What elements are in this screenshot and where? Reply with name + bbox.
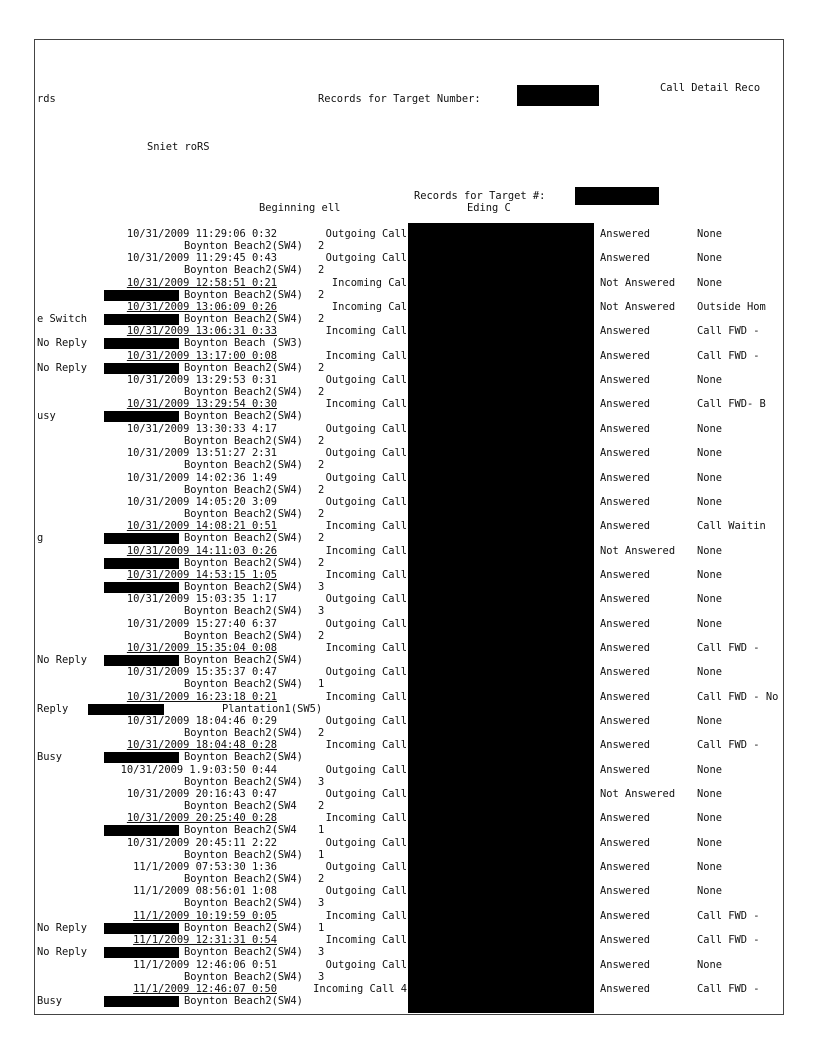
call-direction: Incoming Call bbox=[325, 520, 407, 532]
call-direction: Incoming Call bbox=[325, 569, 407, 581]
call-feature: Call FWD - bbox=[697, 350, 760, 362]
cell-number: 1 bbox=[318, 922, 325, 934]
cell-number: 2 bbox=[318, 484, 325, 496]
cell-site: Boynton Beach2(SW4) bbox=[184, 435, 303, 447]
call-feature: None bbox=[697, 447, 723, 459]
cell-number: 1 bbox=[318, 678, 325, 690]
cell-site: Boynton Beach2(SW4) bbox=[184, 313, 303, 325]
header-title-wrap: rds bbox=[37, 93, 56, 105]
call-status: Answered bbox=[600, 934, 651, 946]
call-feature-wrap: No Reply bbox=[37, 922, 88, 934]
cell-site: Boynton Beach2(SW4) bbox=[184, 849, 303, 861]
call-status: Answered bbox=[600, 739, 651, 751]
call-status: Answered bbox=[600, 569, 651, 581]
cell-number: 3 bbox=[318, 971, 325, 983]
call-feature-wrap: Reply bbox=[37, 703, 69, 715]
call-status: Answered bbox=[600, 398, 651, 410]
call-direction: Outgoing Call bbox=[325, 447, 407, 459]
call-feature: None bbox=[697, 837, 723, 849]
call-direction: Outgoing Call bbox=[325, 618, 407, 630]
call-direction: Outgoing Call bbox=[325, 959, 407, 971]
cell-number: 2 bbox=[318, 630, 325, 642]
call-datetime: 10/31/2009 13:51:27 2:31 bbox=[126, 447, 277, 459]
cell-number: 3 bbox=[318, 897, 325, 909]
call-feature-wrap: Busy bbox=[37, 995, 63, 1007]
cell-site: Boynton Beach2(SW4) bbox=[184, 581, 303, 593]
call-feature: Call FWD - No bbox=[697, 691, 779, 703]
redacted-phone-number bbox=[104, 290, 179, 301]
call-datetime: 10/31/2009 14:11:03 0:26 bbox=[126, 545, 277, 557]
call-status: Not Answered bbox=[600, 788, 676, 800]
call-feature: Call FWD - bbox=[697, 739, 760, 751]
call-feature: Call FWD- B bbox=[697, 398, 766, 410]
call-direction: Incoming Call bbox=[325, 910, 407, 922]
call-direction: Incoming Call bbox=[325, 545, 407, 557]
call-feature: None bbox=[697, 618, 723, 630]
call-direction: Outgoing Call bbox=[325, 496, 407, 508]
redacted-phone-number bbox=[104, 996, 179, 1007]
cell-site: Boynton Beach2(SW4) bbox=[184, 557, 303, 569]
call-feature: Call FWD - bbox=[697, 910, 760, 922]
redacted-phone-number bbox=[104, 582, 179, 593]
cell-number: 2 bbox=[318, 459, 325, 471]
redacted-phone-number bbox=[104, 558, 179, 569]
call-datetime: 10/31/2009 20:45:11 2:22 bbox=[126, 837, 277, 849]
call-datetime: 10/31/2009 11:29:06 0:32 bbox=[126, 228, 277, 240]
call-status: Answered bbox=[600, 642, 651, 654]
cell-number: 2 bbox=[318, 313, 325, 325]
redacted-target-number bbox=[517, 85, 599, 106]
call-direction: Outgoing Call bbox=[325, 861, 407, 873]
call-datetime: 10/31/2009 13:06:09 0:26 bbox=[126, 301, 277, 313]
cell-site: Boynton Beach2(SW4) bbox=[184, 897, 303, 909]
call-direction: Outgoing Call bbox=[325, 788, 407, 800]
target-number-label-2: Records for Target #: bbox=[414, 190, 546, 202]
cell-site: Boynton Beach2(SW4) bbox=[184, 971, 303, 983]
cell-site: Boynton Beach2(SW4) bbox=[184, 873, 303, 885]
cell-number: 2 bbox=[318, 289, 325, 301]
cell-site: Boynton Beach2(SW4) bbox=[184, 727, 303, 739]
cell-site: Boynton Beach2(SW4) bbox=[184, 678, 303, 690]
redacted-phone-number bbox=[104, 533, 179, 544]
call-direction: Incoming Cal bbox=[331, 301, 407, 313]
cell-number: 2 bbox=[318, 264, 325, 276]
call-status: Answered bbox=[600, 520, 651, 532]
call-datetime: 11/1/2009 07:53:30 1:36 bbox=[133, 861, 277, 873]
cell-number: 1 bbox=[318, 849, 325, 861]
call-status: Answered bbox=[600, 447, 651, 459]
redacted-number-column bbox=[408, 223, 594, 1013]
cell-number: 2 bbox=[318, 800, 325, 812]
call-feature: None bbox=[697, 228, 723, 240]
call-feature: Outside Hom bbox=[697, 301, 766, 313]
call-datetime: 10/31/2009 15:35:04 0:08 bbox=[126, 642, 277, 654]
cell-number: 2 bbox=[318, 557, 325, 569]
call-status: Answered bbox=[600, 618, 651, 630]
cell-site: Boynton Beach2(SW4) bbox=[184, 240, 303, 252]
call-status: Answered bbox=[600, 496, 651, 508]
redacted-phone-number bbox=[104, 923, 179, 934]
call-feature-wrap: No Reply bbox=[37, 362, 88, 374]
call-direction: Outgoing Call bbox=[325, 423, 407, 435]
call-feature: None bbox=[697, 666, 723, 678]
call-datetime: 11/1/2009 10:19:59 0:05 bbox=[133, 910, 277, 922]
cell-site: Boynton Beach2(SW4) bbox=[184, 410, 303, 422]
call-datetime: 10/31/2009 15:27:40 6:37 bbox=[126, 618, 277, 630]
call-direction: Outgoing Call bbox=[325, 593, 407, 605]
cell-site: Boynton Beach2(SW4) bbox=[184, 484, 303, 496]
redacted-phone-number bbox=[88, 704, 164, 715]
call-datetime: 10/31/2009 14:02:36 1:49 bbox=[126, 472, 277, 484]
call-status: Answered bbox=[600, 593, 651, 605]
call-feature: None bbox=[697, 277, 723, 289]
call-feature: Call FWD - bbox=[697, 642, 760, 654]
call-datetime: 10/31/2009 1.9:03:50 0:44 bbox=[120, 764, 277, 776]
cell-site: Boynton Beach2(SW4 bbox=[184, 824, 297, 836]
call-direction: Outgoing Call bbox=[325, 228, 407, 240]
cell-site: Boynton Beach2(SW4) bbox=[184, 922, 303, 934]
call-datetime: 11/1/2009 12:46:07 0:50 bbox=[133, 983, 277, 995]
call-direction: Incoming Call bbox=[325, 350, 407, 362]
call-feature: Call Waitin bbox=[697, 520, 766, 532]
call-datetime: 11/1/2009 08:56:01 1:08 bbox=[133, 885, 277, 897]
call-feature: None bbox=[697, 545, 723, 557]
call-datetime: 10/31/2009 20:25:40 0:28 bbox=[126, 812, 277, 824]
call-status: Answered bbox=[600, 861, 651, 873]
call-status: Answered bbox=[600, 228, 651, 240]
call-feature: None bbox=[697, 764, 723, 776]
column-ending-cell: Eding C bbox=[467, 202, 511, 214]
call-status: Answered bbox=[600, 910, 651, 922]
call-datetime: 10/31/2009 13:17:00 0:08 bbox=[126, 350, 277, 362]
call-status: Not Answered bbox=[600, 545, 676, 557]
cell-site: Boynton Beach2(SW4) bbox=[184, 995, 303, 1007]
redacted-phone-number bbox=[104, 825, 179, 836]
cell-number: 2 bbox=[318, 727, 325, 739]
call-feature-wrap: No Reply bbox=[37, 946, 88, 958]
call-status: Answered bbox=[600, 764, 651, 776]
cell-number: 2 bbox=[318, 362, 325, 374]
cell-site: Boynton Beach2(SW4) bbox=[184, 776, 303, 788]
cell-site: Boynton Beach2(SW4) bbox=[184, 508, 303, 520]
call-direction: Outgoing Call bbox=[325, 715, 407, 727]
call-direction: Outgoing Call bbox=[325, 837, 407, 849]
call-datetime: 11/1/2009 12:46:06 0:51 bbox=[133, 959, 277, 971]
redacted-target-number-2 bbox=[575, 187, 659, 205]
call-feature: None bbox=[697, 496, 723, 508]
call-status: Answered bbox=[600, 423, 651, 435]
call-direction: Outgoing Call bbox=[325, 666, 407, 678]
cell-number: 3 bbox=[318, 946, 325, 958]
call-datetime: 10/31/2009 15:03:35 1:17 bbox=[126, 593, 277, 605]
call-feature: None bbox=[697, 788, 723, 800]
call-status: Answered bbox=[600, 374, 651, 386]
redacted-phone-number bbox=[104, 338, 179, 349]
call-datetime: 10/31/2009 20:16:43 0:47 bbox=[126, 788, 277, 800]
redacted-phone-number bbox=[104, 752, 179, 763]
call-feature: Call FWD - bbox=[697, 983, 760, 995]
call-direction: Incoming Call bbox=[325, 934, 407, 946]
call-datetime: 10/31/2009 13:29:53 0:31 bbox=[126, 374, 277, 386]
call-feature-wrap: No Reply bbox=[37, 337, 88, 349]
cell-site: Boynton Beach2(SW4) bbox=[184, 264, 303, 276]
call-direction: Outgoing Call bbox=[325, 252, 407, 264]
call-status: Answered bbox=[600, 691, 651, 703]
call-datetime: 10/31/2009 13:06:31 0:33 bbox=[126, 325, 277, 337]
cell-site: Boynton Beach2(SW4) bbox=[184, 459, 303, 471]
redacted-phone-number bbox=[104, 655, 179, 666]
redacted-phone-number bbox=[104, 411, 179, 422]
call-direction: Incoming Call bbox=[325, 812, 407, 824]
call-datetime: 11/1/2009 12:31:31 0:54 bbox=[133, 934, 277, 946]
call-feature-wrap: No Reply bbox=[37, 654, 88, 666]
call-status: Answered bbox=[600, 885, 651, 897]
call-datetime: 10/31/2009 13:29:54 0:30 bbox=[126, 398, 277, 410]
cell-site: Boynton Beach2(SW4) bbox=[184, 630, 303, 642]
call-feature-wrap: Busy bbox=[37, 751, 63, 763]
call-datetime: 10/31/2009 13:30:33 4:17 bbox=[126, 423, 277, 435]
call-datetime: 10/31/2009 11:29:45 0:43 bbox=[126, 252, 277, 264]
cell-number: 2 bbox=[318, 435, 325, 447]
redacted-phone-number bbox=[104, 947, 179, 958]
cell-number: 2 bbox=[318, 873, 325, 885]
cell-site: Boynton Beach (SW3) bbox=[184, 337, 303, 349]
redacted-phone-number bbox=[104, 363, 179, 374]
cell-site: Boynton Beach2(SW4) bbox=[184, 605, 303, 617]
call-feature: None bbox=[697, 374, 723, 386]
call-status: Answered bbox=[600, 812, 651, 824]
cell-site: Boynton Beach2(SW4) bbox=[184, 532, 303, 544]
call-datetime: 10/31/2009 14:05:20 3:09 bbox=[126, 496, 277, 508]
column-beginning-cell: Beginning ell bbox=[259, 202, 341, 214]
call-direction: Incoming Call 4 bbox=[313, 983, 407, 995]
cell-number: 2 bbox=[318, 532, 325, 544]
call-datetime: 10/31/2009 14:53:15 1:05 bbox=[126, 569, 277, 581]
cell-site: Plantation1(SW5) bbox=[222, 703, 323, 715]
cell-site: Boynton Beach2(SW4) bbox=[184, 362, 303, 374]
cell-number: 3 bbox=[318, 605, 325, 617]
cell-number: 2 bbox=[318, 386, 325, 398]
call-status: Answered bbox=[600, 715, 651, 727]
cell-site: Boynton Beach2(SW4) bbox=[184, 654, 303, 666]
call-direction: Incoming Call bbox=[325, 325, 407, 337]
cell-site: Boynton Beach2(SW4) bbox=[184, 289, 303, 301]
call-status: Answered bbox=[600, 472, 651, 484]
call-datetime: 10/31/2009 16:23:18 0:21 bbox=[126, 691, 277, 703]
call-feature-wrap: e Switch bbox=[37, 313, 88, 325]
call-direction: Outgoing Call bbox=[325, 885, 407, 897]
call-direction: Incoming Call bbox=[325, 398, 407, 410]
call-status: Answered bbox=[600, 959, 651, 971]
call-datetime: 10/31/2009 18:04:48 0:28 bbox=[126, 739, 277, 751]
call-feature: None bbox=[697, 593, 723, 605]
call-feature: None bbox=[697, 423, 723, 435]
call-datetime: 10/31/2009 15:35:37 0:47 bbox=[126, 666, 277, 678]
call-feature: None bbox=[697, 885, 723, 897]
call-status: Answered bbox=[600, 837, 651, 849]
call-status: Answered bbox=[600, 666, 651, 678]
redacted-phone-number bbox=[104, 314, 179, 325]
cell-site: Boynton Beach2(SW4) bbox=[184, 751, 303, 763]
call-feature: None bbox=[697, 812, 723, 824]
cell-number: 3 bbox=[318, 581, 325, 593]
call-datetime: 10/31/2009 14:08:21 0:51 bbox=[126, 520, 277, 532]
call-datetime: 10/31/2009 12:58:51 0:21 bbox=[126, 277, 277, 289]
header-title: Call Detail Reco bbox=[660, 82, 761, 94]
call-direction: Incoming Call bbox=[325, 642, 407, 654]
target-number-label: Records for Target Number: bbox=[318, 93, 481, 105]
call-status: Answered bbox=[600, 350, 651, 362]
call-direction: Incoming Call bbox=[325, 691, 407, 703]
subtitle: Sniet roRS bbox=[147, 141, 210, 153]
call-feature-wrap: usy bbox=[37, 410, 56, 422]
call-direction: Incoming Call bbox=[325, 739, 407, 751]
cell-site: Boynton Beach2(SW4) bbox=[184, 386, 303, 398]
cell-number: 2 bbox=[318, 508, 325, 520]
cell-site: Boynton Beach2(SW4) bbox=[184, 946, 303, 958]
call-feature: Call FWD - bbox=[697, 934, 760, 946]
call-status: Answered bbox=[600, 325, 651, 337]
cell-number: 2 bbox=[318, 240, 325, 252]
call-direction: Incoming Cal bbox=[331, 277, 407, 289]
cell-number: 1 bbox=[318, 824, 325, 836]
call-feature: None bbox=[697, 715, 723, 727]
call-feature: Call FWD - bbox=[697, 325, 760, 337]
call-feature: None bbox=[697, 861, 723, 873]
call-status: Not Answered bbox=[600, 301, 676, 313]
call-feature: None bbox=[697, 252, 723, 264]
call-feature-wrap: g bbox=[37, 532, 44, 544]
call-direction: Outgoing Call bbox=[325, 374, 407, 386]
call-direction: Outgoing Call bbox=[325, 764, 407, 776]
cell-number: 3 bbox=[318, 776, 325, 788]
call-direction: Outgoing Call bbox=[325, 472, 407, 484]
call-feature: None bbox=[697, 569, 723, 581]
call-datetime: 10/31/2009 18:04:46 0:29 bbox=[126, 715, 277, 727]
call-status: Answered bbox=[600, 983, 651, 995]
call-status: Answered bbox=[600, 252, 651, 264]
call-feature: None bbox=[697, 959, 723, 971]
cell-site: Boynton Beach2(SW4 bbox=[184, 800, 297, 812]
call-feature: None bbox=[697, 472, 723, 484]
call-status: Not Answered bbox=[600, 277, 676, 289]
